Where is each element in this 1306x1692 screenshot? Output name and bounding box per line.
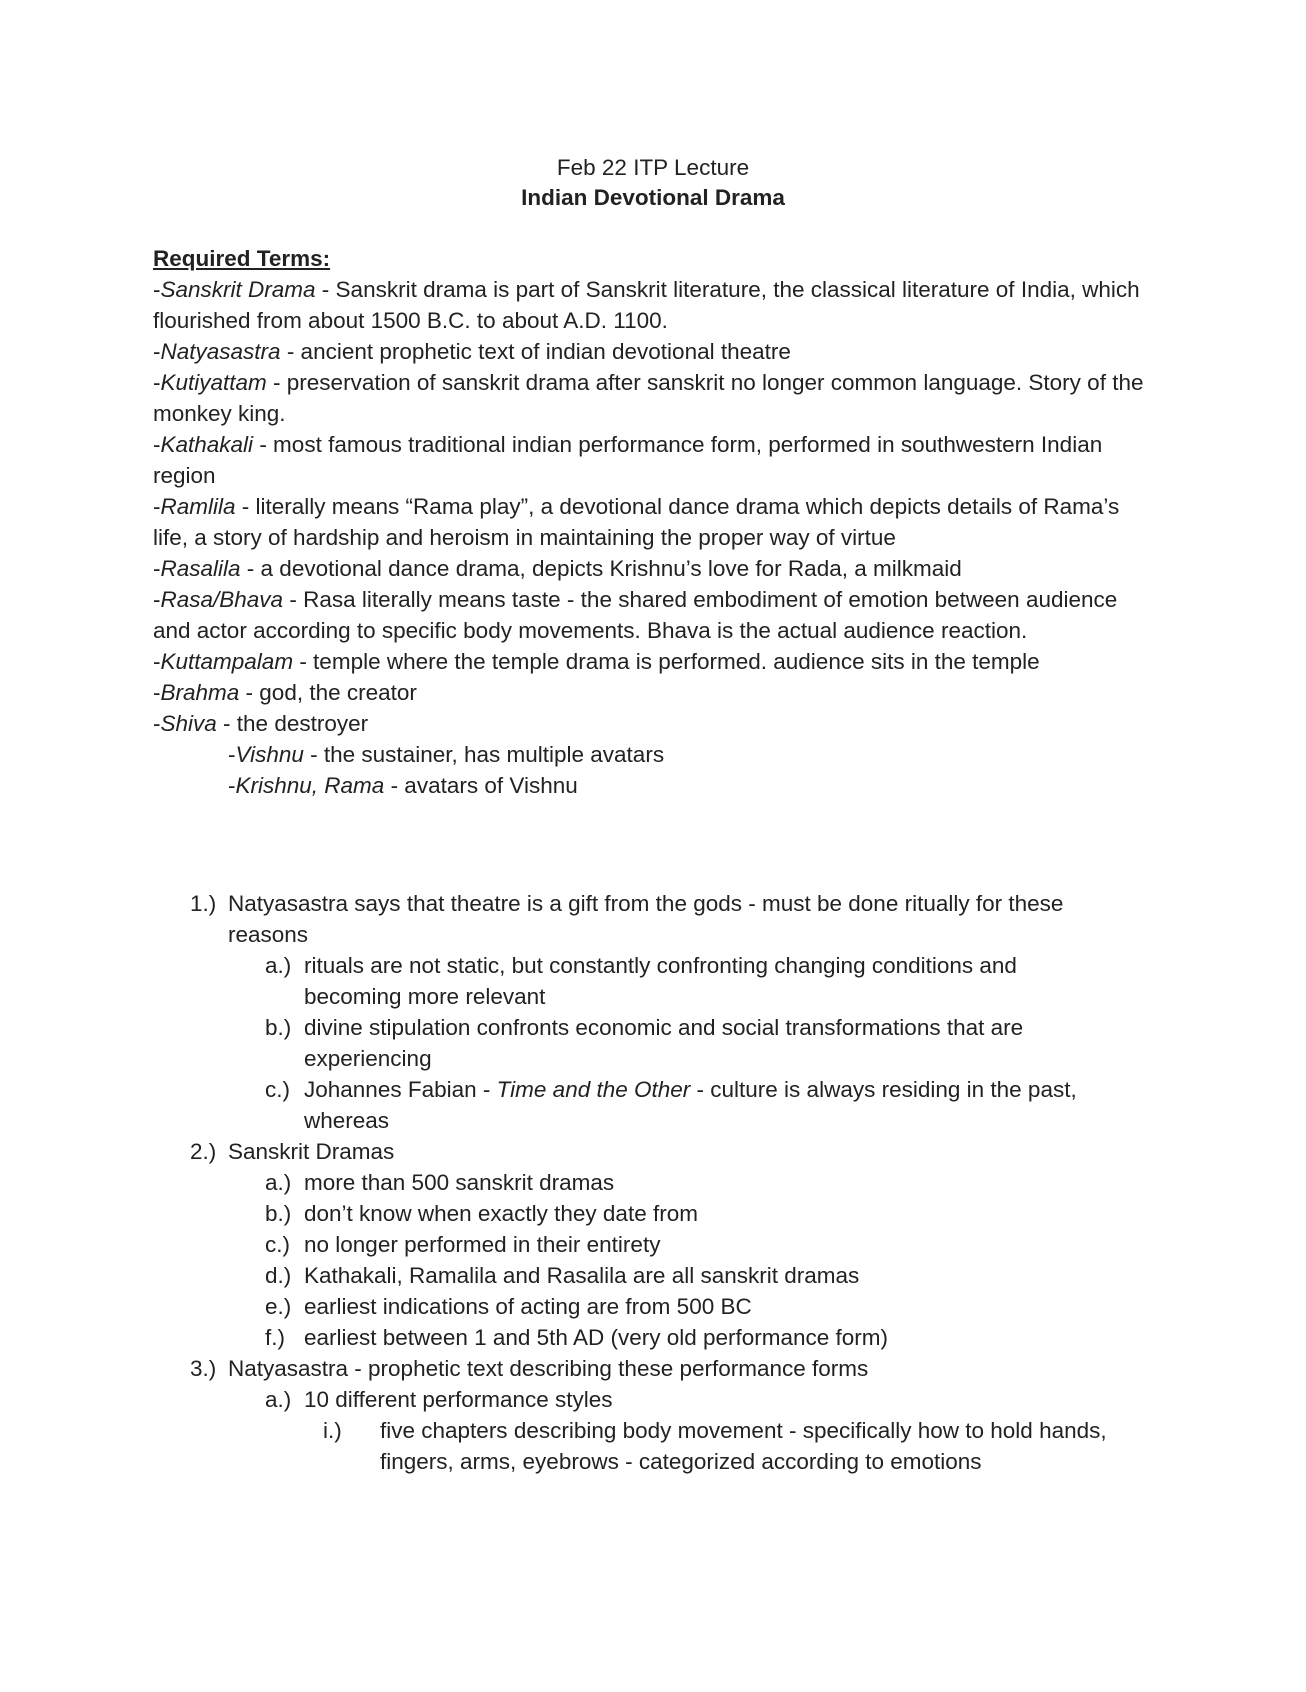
term-name: Rasalila (160, 556, 241, 581)
outline-item (0, 888, 1306, 950)
term-name: Vishnu (235, 742, 304, 767)
outline-item (0, 1167, 1306, 1198)
term-definition: - preservation of sanskrit drama after sanskrit no longer common language. Story of the monkey king. (153, 370, 1144, 426)
outline-text: Kathakali, Ramalila and Rasalila are all sanskrit dramas (304, 1263, 860, 1288)
term-definition: - the destroyer (216, 711, 369, 736)
term-name: Kutiyattam (160, 370, 267, 395)
term-entry: -Sanskrit Drama - Sanskrit drama is part of Sanskrit literature, the classical literature of India, which flourished from about 1500 B.C. to about A.D. 1100. (153, 277, 1140, 333)
outline-item (0, 1012, 1306, 1074)
term-name: Rasa/Bhava (160, 587, 284, 612)
term-entry: -Kuttampalam - temple where the temple drama is performed. audience sits in the temple (153, 649, 1040, 674)
outline-text: Natyasastra says that theatre is a gift from the gods - must be done ritually for these reasons (228, 891, 1064, 947)
outline-text: don’t know when exactly they date from (304, 1201, 698, 1226)
outline-item (0, 1353, 1306, 1384)
term-entry: -Shiva - the destroyer (153, 711, 369, 736)
outline-text: no longer performed in their entirety (304, 1232, 661, 1257)
required-terms-section (153, 243, 1153, 801)
term-name: Kuttampalam (160, 649, 294, 674)
outline-item (0, 1074, 1306, 1136)
outline-letter: a.) (265, 1170, 292, 1195)
outline-item (0, 1384, 1306, 1415)
term-definition: - Sanskrit drama is part of Sanskrit literature, the classical literature of India, which flourished from about 1500 B.C. to about A.D. 1100. (153, 277, 1140, 333)
term-definition: - a devotional dance drama, depicts Krishnu’s love for Rada, a milkmaid (240, 556, 962, 581)
lecture-date: Feb 22 ITP Lecture (556, 155, 750, 180)
outline-roman: i.) (323, 1418, 342, 1443)
term-definition: - most famous traditional indian performance form, performed in southwestern Indian region (153, 432, 1103, 488)
outline-number: 1.) (190, 891, 217, 916)
term-entry: -Brahma - god, the creator (153, 680, 417, 705)
term-name: Brahma (160, 680, 240, 705)
outline-text-part: Johannes Fabian - (304, 1077, 497, 1102)
term-name: Natyasastra (160, 339, 281, 364)
outline-item (0, 1229, 1306, 1260)
outline-item (0, 1415, 1306, 1477)
term-definition: - Rasa literally means taste - the shared embodiment of emotion between audience and actor according to specific body movements. Bhava is the actual audience reaction. (153, 587, 1118, 643)
outline-text: more than 500 sanskrit dramas (304, 1170, 615, 1195)
outline-text: earliest indications of acting are from 500 BC (304, 1294, 752, 1319)
term-entry: -Krishnu, Rama - avatars of Vishnu (228, 773, 578, 798)
outline-item (0, 1260, 1306, 1291)
outline-item (0, 1291, 1306, 1322)
term-name: Ramlila (160, 494, 236, 519)
term-name: Sanskrit Drama (160, 277, 316, 302)
term-definition: - literally means “Rama play”, a devotional dance drama which depicts details of Rama’s life, a story of hardship and heroism in maintaining the proper way of virtue (153, 494, 1120, 550)
term-name: Shiva (160, 711, 217, 736)
term-definition: - avatars of Vishnu (384, 773, 578, 798)
outline-item (0, 1322, 1306, 1353)
outline-text: Natyasastra - prophetic text describing these performance forms (228, 1356, 869, 1381)
outline-number: 3.) (190, 1356, 217, 1381)
outline-number: 2.) (190, 1139, 217, 1164)
outline-text: earliest between 1 and 5th AD (very old performance form) (304, 1325, 889, 1350)
outline-text: 10 different performance styles (304, 1387, 613, 1412)
outline-letter: b.) (265, 1201, 292, 1226)
term-definition: - temple where the temple drama is performed. audience sits in the temple (293, 649, 1040, 674)
outline-letter: a.) (265, 1387, 292, 1412)
term-entry: -Rasalila - a devotional dance drama, depicts Krishnu’s love for Rada, a milkmaid (153, 556, 962, 581)
outline-letter: f.) (265, 1325, 285, 1350)
term-entry: -Natyasastra - ancient prophetic text of indian devotional theatre (153, 339, 791, 364)
outline-letter: e.) (265, 1294, 292, 1319)
term-entry: -Kutiyattam - preservation of sanskrit drama after sanskrit no longer common language. Story of the monkey king. (153, 370, 1144, 426)
outline-letter: c.) (265, 1077, 290, 1102)
outline-item (0, 1198, 1306, 1229)
outline-text-part: - culture is always residing in the past, whereas (304, 1077, 1077, 1133)
term-entry: -Vishnu - the sustainer, has multiple avatars (228, 742, 665, 767)
term-definition: - ancient prophetic text of indian devotional theatre (280, 339, 791, 364)
required-terms-heading: Required Terms: (153, 246, 331, 271)
outline-item (0, 1136, 1306, 1167)
outline-text: five chapters describing body movement - specifically how to hold hands, fingers, arms, eyebrows - categorized according to emotions (380, 1418, 1107, 1474)
outline-letter: c.) (265, 1232, 290, 1257)
term-name: Kathakali (160, 432, 254, 457)
term-entry: -Rasa/Bhava - Rasa literally means taste - the shared embodiment of emotion between audience and actor according to specific body movements. Bhava is the actual audience reaction. (153, 587, 1118, 643)
outline-letter: a.) (265, 953, 292, 978)
term-name: Krishnu, Rama (235, 773, 385, 798)
outline-text: rituals are not static, but constantly confronting changing conditions and becoming more relevant (304, 953, 1017, 1009)
term-definition: - god, the creator (239, 680, 417, 705)
outline-text: divine stipulation confronts economic and social transformations that are experiencing (304, 1015, 1024, 1071)
document-title: Indian Devotional Drama (521, 185, 785, 210)
book-title: Time and the Other (496, 1077, 691, 1102)
term-entry: -Ramlila - literally means “Rama play”, a devotional dance drama which depicts details of Rama’s life, a story of hardship and heroism in maintaining the proper way of virtue (153, 494, 1120, 550)
outline-text (304, 1074, 1109, 1136)
lecture-outline (0, 888, 1306, 1477)
outline-letter: d.) (265, 1263, 292, 1288)
outline-letter: b.) (265, 1015, 292, 1040)
outline-text: Sanskrit Dramas (228, 1139, 395, 1164)
outline-item (0, 950, 1306, 1012)
term-entry: -Kathakali - most famous traditional indian performance form, performed in southwestern Indian region (153, 432, 1103, 488)
term-definition: - the sustainer, has multiple avatars (303, 742, 665, 767)
